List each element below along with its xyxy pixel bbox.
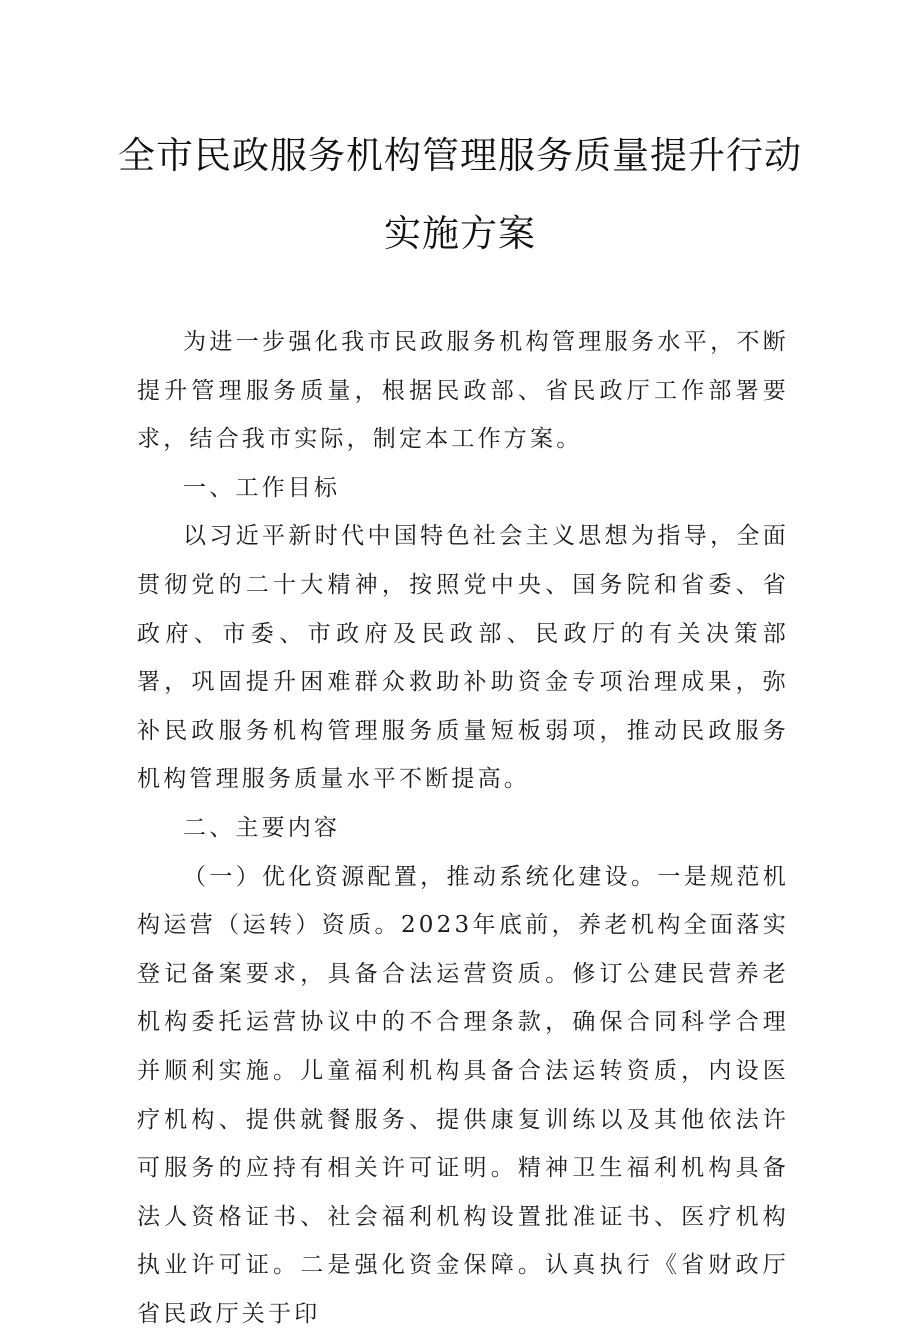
section-heading-goals: 一、工作目标: [183, 474, 341, 501]
document-title-line-1: 全市民政服务机构管理服务质量提升行动: [118, 134, 802, 177]
section-heading-content: 二、主要内容: [183, 814, 341, 841]
intro-paragraph: 为进一步强化我市民政服务机构管理服务水平，不断提升管理服务质量，根据民政部、省民政厅工作部署要求，结合我市实际，制定本工作方案。: [137, 329, 789, 453]
content-paragraph: （一）优化资源配置，推动系统化建设。一是规范机构运营（运转）资质。2023年底前，养老机构全面落实登记备案要求，具备合法运营资质。修订公建民营养老机构委托运营协议中的不合理条款，确保合同科学合理并顺利实施。儿童福利机构具备合法运转资质，内设医疗机构、提供就餐服务、提供康复训练以及其他依法许可服务的应持有相关许可证明。精神卫生福利机构具备法人资格证书、社会福利机构设置批准证书、医疗机构执业许可证。二是强化资金保障。认真执行《省财政厅省民政厅关于印: [137, 863, 789, 1327]
document-body: [137, 318, 789, 1338]
document-title-line-2: 实施方案: [384, 212, 536, 255]
goals-paragraph: 以习近平新时代中国特色社会主义思想为指导，全面贯彻党的二十大精神，按照党中央、国务院和省委、省政府、市委、市政府及民政部、民政厅的有关决策部署，巩固提升困难群众救助补助资金专项治理成果，弥补民政服务机构管理服务质量短板弱项，推动民政服务机构管理服务质量水平不断提高。: [137, 523, 789, 793]
